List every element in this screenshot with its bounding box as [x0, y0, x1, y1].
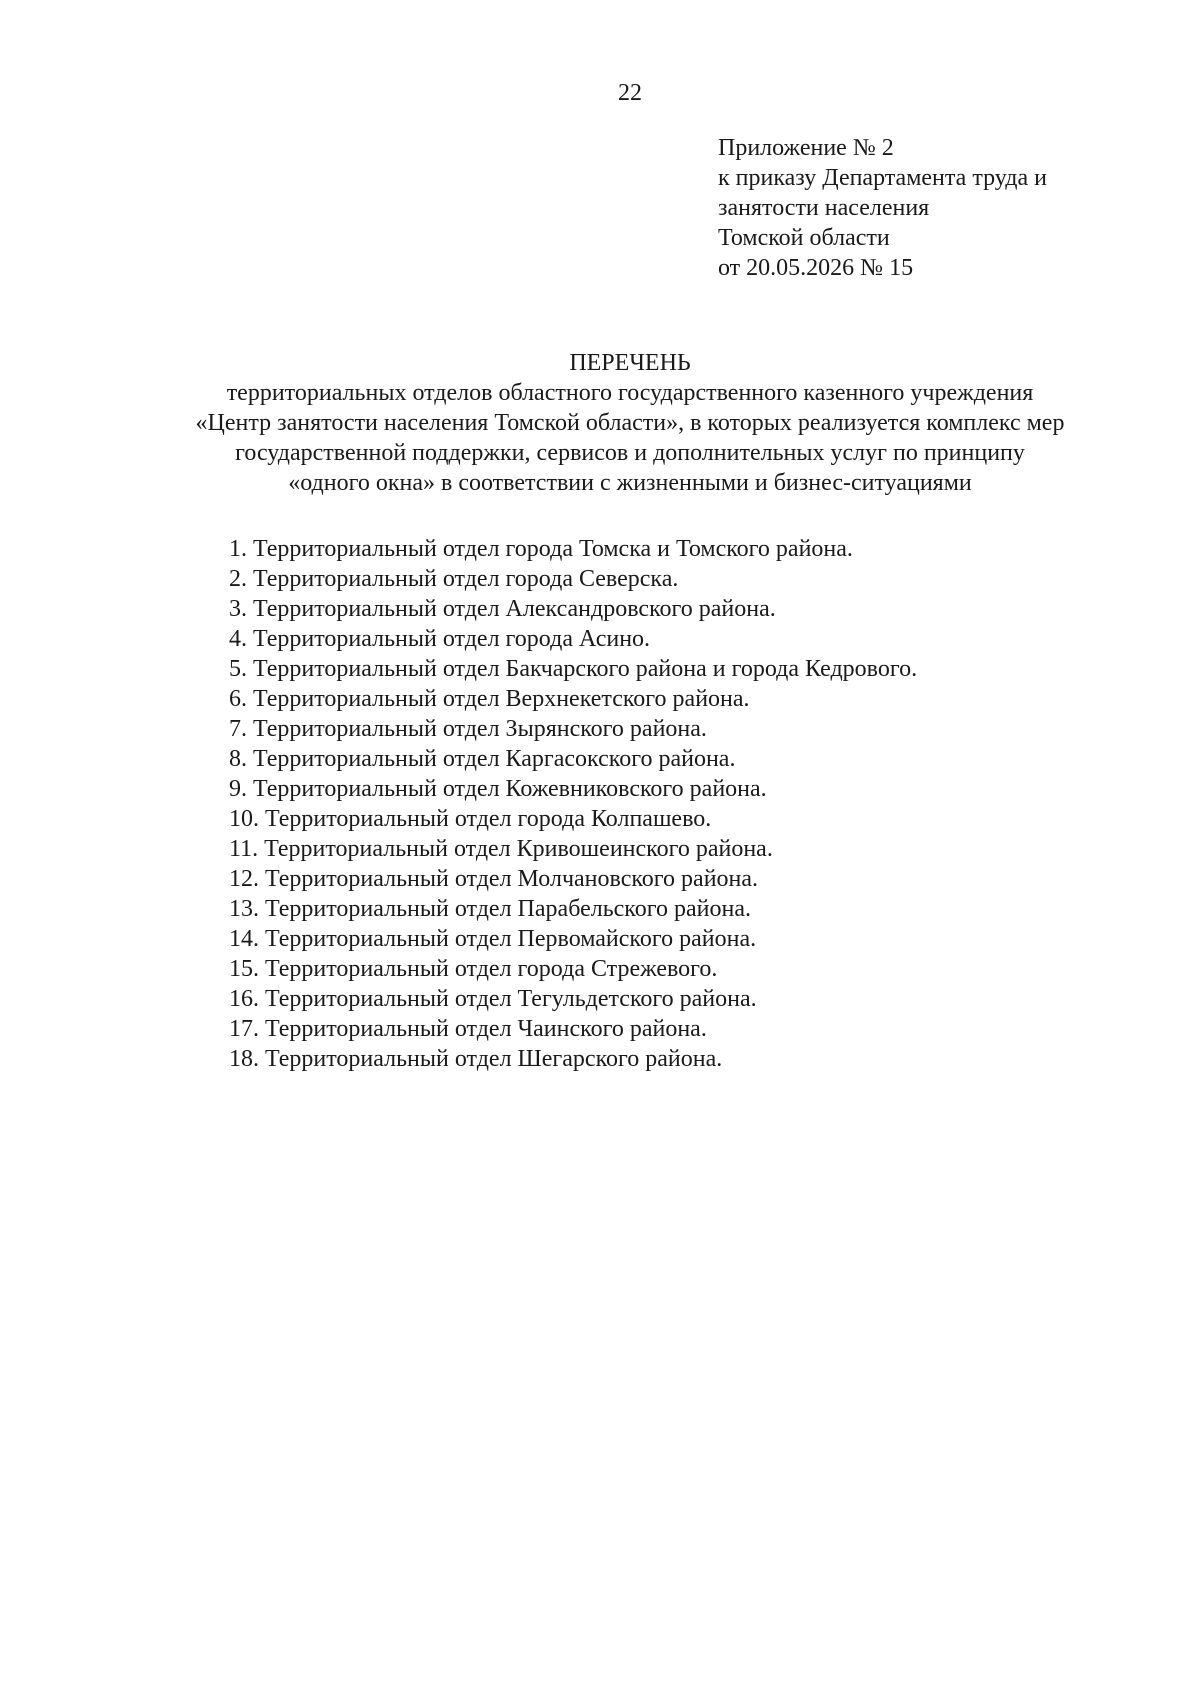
appendix-header	[718, 133, 1047, 283]
appendix-line: к приказу Департамента труда и	[718, 165, 1047, 191]
list-item: 6. Территориальный отдел Верхнекетского района.	[229, 686, 750, 712]
page-number: 22	[618, 80, 642, 106]
appendix-line: занятости населения	[718, 195, 930, 221]
subtitle-line: «Центр занятости населения Томской области», в которых реализуется комплекс мер	[195, 410, 1065, 436]
list-item: 17. Территориальный отдел Чаинского района.	[229, 1016, 707, 1042]
list-item: 1. Территориальный отдел города Томска и Томского района.	[229, 536, 853, 562]
title-block	[150, 348, 1110, 498]
list-item: 14. Территориальный отдел Первомайского района.	[229, 926, 757, 952]
list-item: 9. Территориальный отдел Кожевниковского района.	[229, 776, 767, 802]
list-item: 4. Территориальный отдел города Асино.	[229, 626, 651, 652]
list-item: 13. Территориальный отдел Парабельского района.	[229, 896, 751, 922]
list-item: 18. Территориальный отдел Шегарского района.	[229, 1046, 723, 1072]
subtitle-line: территориальных отделов областного государственного казенного учреждения	[226, 380, 1034, 406]
document-title: ПЕРЕЧЕНЬ	[569, 350, 691, 376]
document-subtitle	[150, 378, 1110, 498]
list-item: 2. Территориальный отдел города Северска.	[229, 566, 679, 592]
list-item: 8. Территориальный отдел Каргасокского района.	[229, 746, 736, 772]
list-item: 12. Территориальный отдел Молчановского района.	[229, 866, 759, 892]
subtitle-line: «одного окна» в соответствии с жизненными и бизнес-ситуациями	[288, 470, 972, 496]
list-item: 16. Территориальный отдел Тегульдетского района.	[229, 986, 757, 1012]
list-item: 3. Территориальный отдел Александровского района.	[229, 596, 776, 622]
list-item: 5. Территориальный отдел Бакчарского района и города Кедрового.	[229, 656, 918, 682]
appendix-line: от 20.05.2026 № 15	[718, 255, 914, 281]
list-item: 15. Территориальный отдел города Стрежевого.	[229, 956, 718, 982]
appendix-line: Приложение № 2	[718, 135, 894, 161]
list-item: 11. Территориальный отдел Кривошеинского района.	[229, 836, 773, 862]
list-item: 7. Территориальный отдел Зырянского района.	[229, 716, 707, 742]
subtitle-line: государственной поддержки, сервисов и дополнительных услуг по принципу	[235, 440, 1025, 466]
department-list	[229, 534, 917, 1074]
list-item: 10. Территориальный отдел города Колпашево.	[229, 806, 712, 832]
appendix-line: Томской области	[718, 225, 890, 251]
